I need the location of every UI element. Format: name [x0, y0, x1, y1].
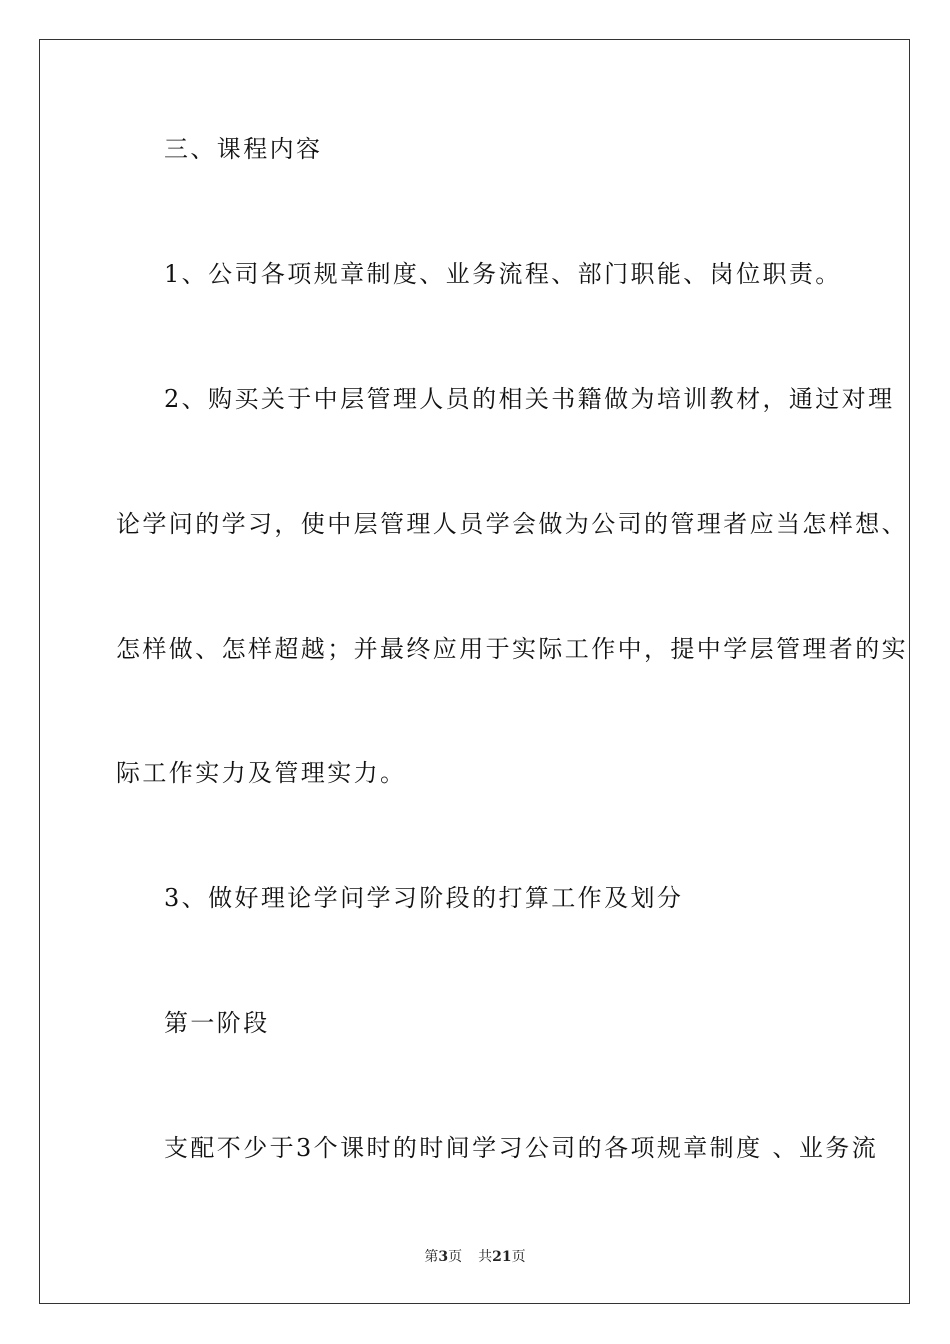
paragraph-line: 支配不少于3个课时的时间学习公司的各项规章制度 、业务流 [164, 1134, 879, 1162]
paragraph-line: 2、购买关于中层管理人员的相关书籍做为培训教材，通过对理 [164, 385, 895, 413]
total-suffix: 页 [511, 1249, 526, 1265]
total-pages: 21 [492, 1249, 512, 1265]
paragraph-line: 际工作实力及管理实力。 [116, 759, 407, 787]
paragraph-line: 怎样做、怎样超越；并最终应用于实际工作中，提中学层管理者的实 [116, 635, 908, 663]
stage-heading: 第一阶段 [164, 1009, 270, 1037]
paragraph-line: 3、做好理论学问学习阶段的打算工作及划分 [164, 884, 684, 912]
page-prefix: 第 [424, 1249, 439, 1265]
page-suffix: 页 [448, 1249, 463, 1265]
page-footer [0, 1247, 950, 1267]
page-number: 3 [438, 1249, 449, 1265]
paragraph-line: 1、公司各项规章制度、业务流程、部门职能、岗位职责。 [164, 260, 842, 288]
total-prefix: 共 [478, 1249, 493, 1265]
page-border [39, 39, 910, 1304]
section-heading: 三、课程内容 [164, 135, 323, 163]
paragraph-line: 论学问的学习，使中层管理人员学会做为公司的管理者应当怎样想、 [116, 510, 908, 538]
